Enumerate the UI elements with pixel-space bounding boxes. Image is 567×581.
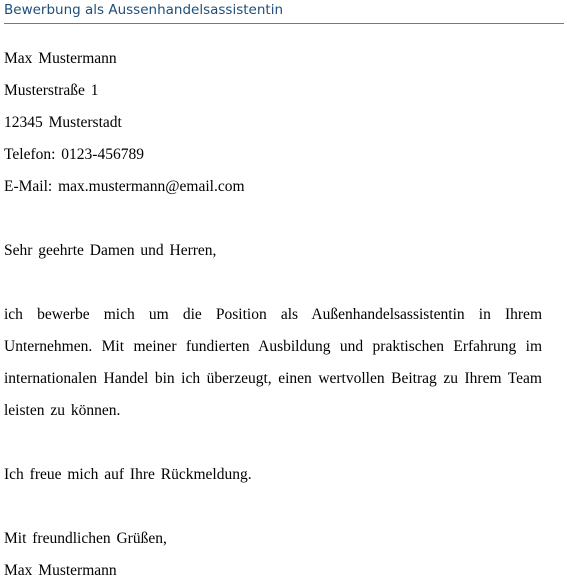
body-line: leisten zu können.	[4, 402, 121, 419]
sender-city: 12345 Musterstadt	[4, 114, 122, 131]
valediction: Mit freundlichen Grüßen,	[4, 530, 167, 547]
salutation: Sehr geehrte Damen und Herren,	[4, 242, 217, 259]
body-line: internationalen Handel bin ich überzeugt, einen wertvollen Beitrag zu Ihrem Team	[4, 370, 542, 387]
body-line: ich bewerbe mich um die Position als Außenhandelsassistentin in Ihrem	[4, 306, 542, 323]
sender-street: Musterstraße 1	[4, 82, 99, 99]
body-line: Unternehmen. Mit meiner fundierten Ausbildung und praktischen Erfahrung im	[4, 338, 542, 355]
sender-phone: Telefon: 0123-456789	[4, 146, 144, 163]
document-header	[4, 1, 564, 24]
closing-text: Ich freue mich auf Ihre Rückmeldung.	[4, 466, 252, 483]
sender-email: E-Mail: max.mustermann@email.com	[4, 178, 245, 195]
document-title: Bewerbung als Aussenhandelsassistentin	[4, 2, 283, 18]
signature-name: Max Mustermann	[4, 562, 117, 579]
sender-name: Max Mustermann	[4, 50, 117, 67]
